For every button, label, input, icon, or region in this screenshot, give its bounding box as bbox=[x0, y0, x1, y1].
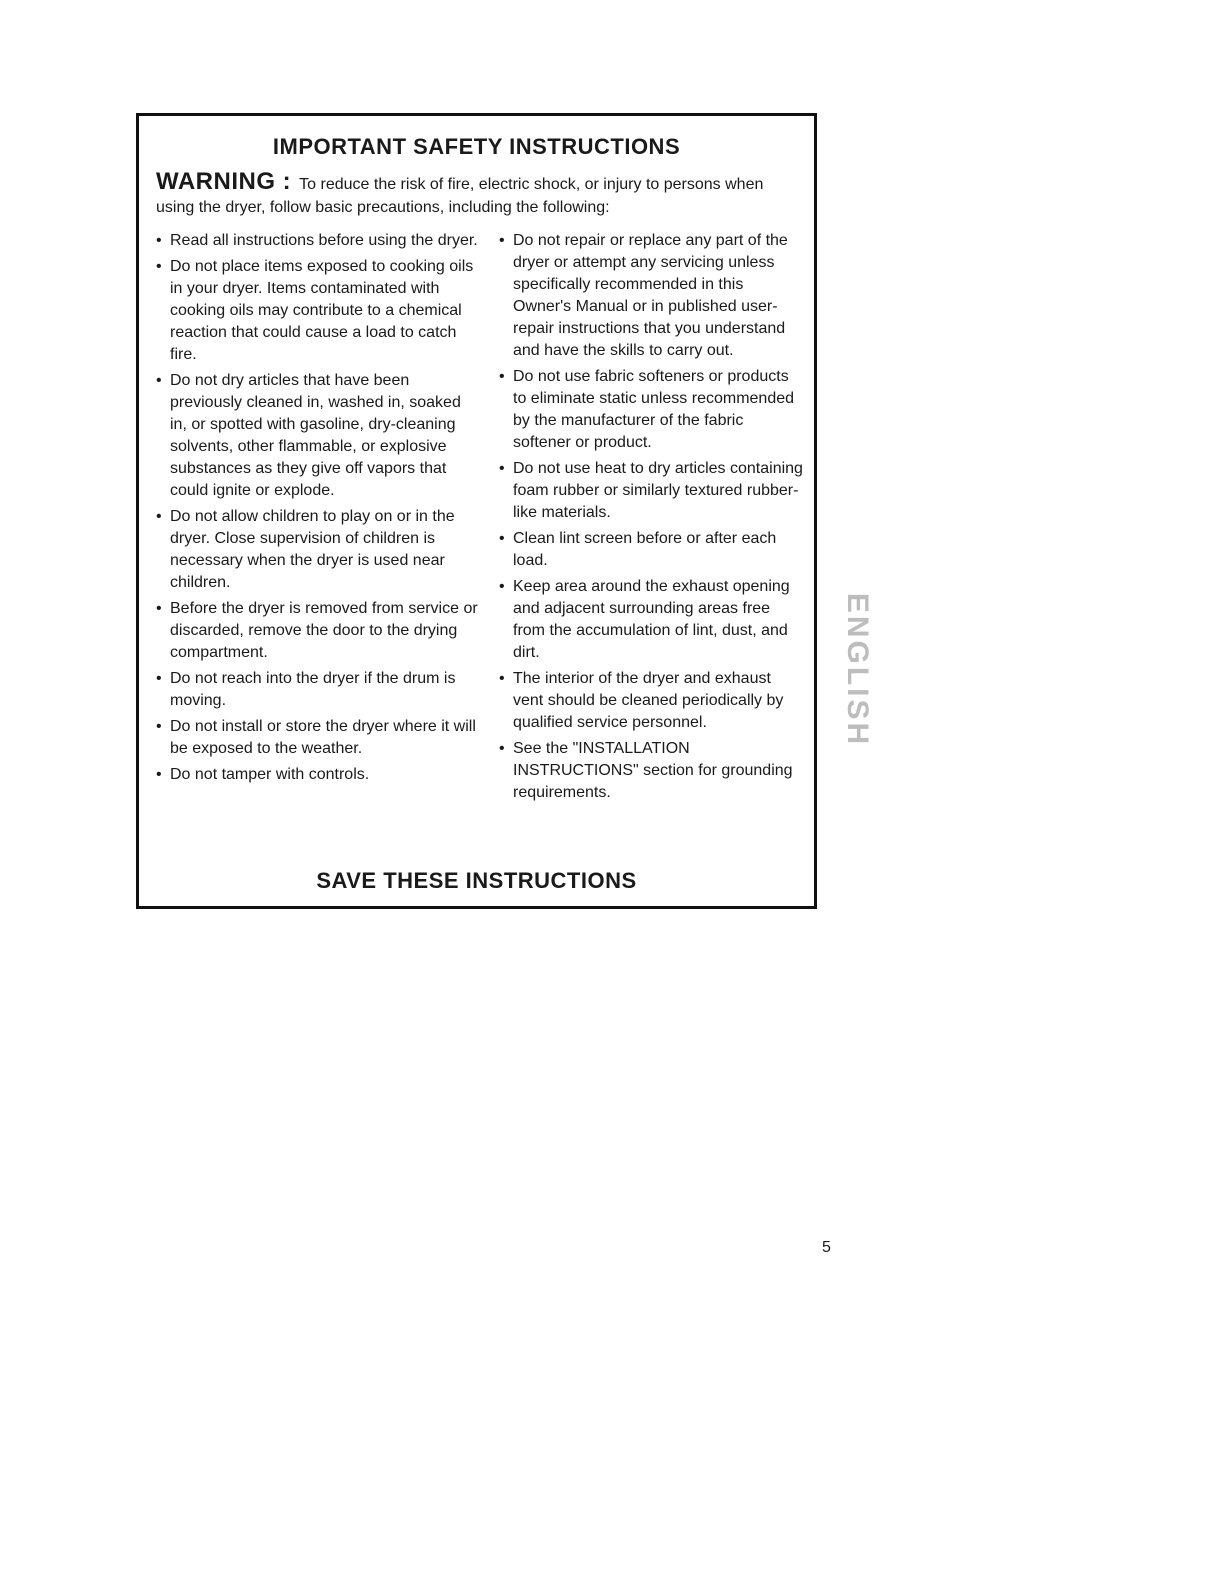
list-item: • Do not place items exposed to cooking oils in your dryer. Items contaminated with cooking oils may contribute to a chemical reaction that could cause a load to catch fire. bbox=[156, 256, 481, 366]
page-number: 5 bbox=[822, 1239, 831, 1256]
language-side-tab bbox=[840, 580, 874, 760]
list-item: • Do not tamper with controls. bbox=[156, 764, 481, 786]
list-item: • Do not repair or replace any part of the dryer or attempt any servicing unless specifically recommended in this Owner's Manual or in published user-repair instructions that you understand and have the skills to carry out. bbox=[499, 230, 804, 362]
left-instruction-list bbox=[156, 230, 481, 790]
safety-instructions-box bbox=[136, 113, 817, 909]
list-item: • Clean lint screen before or after each load. bbox=[499, 528, 804, 572]
warning-text: To reduce the risk of fire, electric shock, or injury to persons when using the dryer, follow basic precautions, including the following: bbox=[156, 176, 764, 216]
list-item: • Do not allow children to play on or in the dryer. Close supervision of children is necessary when the dryer is used near children. bbox=[156, 506, 481, 594]
list-item: • Do not use heat to dry articles containing foam rubber or similarly textured rubber-like materials. bbox=[499, 458, 804, 524]
list-item: • See the "INSTALLATION INSTRUCTIONS" section for grounding requirements. bbox=[499, 738, 804, 804]
list-item: • Read all instructions before using the dryer. bbox=[156, 230, 481, 252]
language-tab-label: ENGLISH bbox=[841, 592, 874, 748]
list-item: • The interior of the dryer and exhaust vent should be cleaned periodically by qualified service personnel. bbox=[499, 668, 804, 734]
warning-paragraph bbox=[156, 170, 796, 219]
right-instruction-list bbox=[499, 230, 804, 808]
list-item: • Do not dry articles that have been previously cleaned in, washed in, soaked in, or spotted with gasoline, dry-cleaning solvents, other flammable, or explosive substances as they give off vapors that could ignite or explode. bbox=[156, 370, 481, 502]
save-instructions-title: SAVE THESE INSTRUCTIONS bbox=[316, 868, 637, 893]
list-item: • Before the dryer is removed from service or discarded, remove the door to the drying compartment. bbox=[156, 598, 481, 664]
list-item: • Do not reach into the dryer if the drum is moving. bbox=[156, 668, 481, 712]
warning-label: WARNING : bbox=[156, 168, 292, 195]
list-item: • Do not install or store the dryer where it will be exposed to the weather. bbox=[156, 716, 481, 760]
list-item: • Do not use fabric softeners or products to eliminate static unless recommended by the manufacturer of the fabric softener or product. bbox=[499, 366, 804, 454]
box-title: IMPORTANT SAFETY INSTRUCTIONS bbox=[272, 134, 681, 159]
list-item: • Keep area around the exhaust opening and adjacent surrounding areas free from the accumulation of lint, dust, and dirt. bbox=[499, 576, 804, 664]
